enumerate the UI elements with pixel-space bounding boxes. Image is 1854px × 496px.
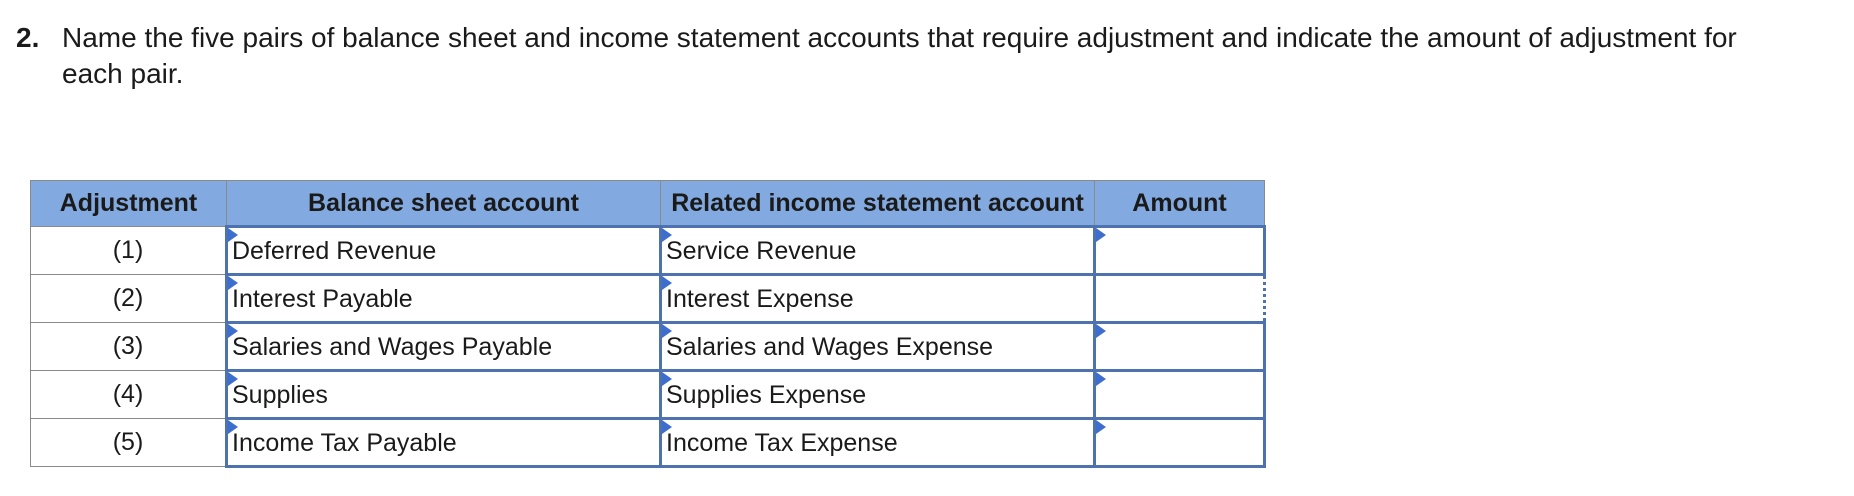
adjustment-number: (1) bbox=[31, 227, 227, 275]
header-adjustment: Adjustment bbox=[31, 181, 227, 227]
amount-input[interactable] bbox=[1095, 371, 1265, 419]
amount-input[interactable] bbox=[1095, 227, 1265, 275]
input-marker-icon bbox=[1096, 324, 1106, 338]
table-row bbox=[31, 323, 1265, 371]
balance-sheet-account-value: Deferred Revenue bbox=[232, 236, 437, 265]
table-header-row bbox=[31, 181, 1265, 227]
balance-sheet-account-value: Interest Payable bbox=[232, 284, 413, 313]
income-statement-account-value: Salaries and Wages Expense bbox=[666, 332, 994, 361]
income-statement-account-cell[interactable] bbox=[661, 419, 1095, 467]
question-prompt bbox=[16, 20, 1796, 92]
amount-input[interactable] bbox=[1095, 323, 1265, 371]
income-statement-account-cell[interactable] bbox=[661, 275, 1095, 323]
adjustment-number: (2) bbox=[31, 275, 227, 323]
header-balance-sheet-account: Balance sheet account bbox=[227, 181, 661, 227]
income-statement-account-cell[interactable] bbox=[661, 371, 1095, 419]
income-statement-account-value: Supplies Expense bbox=[666, 380, 867, 409]
header-income-statement-account: Related income statement account bbox=[661, 181, 1095, 227]
adjustment-number: (5) bbox=[31, 419, 227, 467]
balance-sheet-account-cell[interactable] bbox=[227, 227, 661, 275]
balance-sheet-account-cell[interactable] bbox=[227, 419, 661, 467]
amount-input[interactable] bbox=[1095, 275, 1265, 323]
input-marker-icon bbox=[1096, 420, 1106, 434]
adjustments-table bbox=[30, 180, 1266, 468]
balance-sheet-account-cell[interactable] bbox=[227, 275, 661, 323]
balance-sheet-account-value: Income Tax Payable bbox=[232, 428, 457, 457]
question-number: 2. bbox=[16, 22, 40, 53]
table-row bbox=[31, 275, 1265, 323]
balance-sheet-account-cell[interactable] bbox=[227, 323, 661, 371]
income-statement-account-value: Income Tax Expense bbox=[666, 428, 898, 457]
header-amount: Amount bbox=[1095, 181, 1265, 227]
income-statement-account-cell[interactable] bbox=[661, 323, 1095, 371]
income-statement-account-cell[interactable] bbox=[661, 227, 1095, 275]
table-row bbox=[31, 371, 1265, 419]
amount-input[interactable] bbox=[1095, 419, 1265, 467]
question-text: Name the five pairs of balance sheet and income statement accounts that require adjustment and indicate the amount of adjustment for each pair. bbox=[62, 22, 1737, 89]
income-statement-account-value: Interest Expense bbox=[666, 284, 854, 313]
income-statement-account-value: Service Revenue bbox=[666, 236, 857, 265]
input-marker-icon bbox=[1096, 372, 1106, 386]
balance-sheet-account-cell[interactable] bbox=[227, 371, 661, 419]
balance-sheet-account-value: Salaries and Wages Payable bbox=[232, 332, 553, 361]
balance-sheet-account-value: Supplies bbox=[232, 380, 328, 409]
adjustment-number: (3) bbox=[31, 323, 227, 371]
table-row bbox=[31, 227, 1265, 275]
adjustment-number: (4) bbox=[31, 371, 227, 419]
table-row bbox=[31, 419, 1265, 467]
input-marker-icon bbox=[1096, 228, 1106, 242]
